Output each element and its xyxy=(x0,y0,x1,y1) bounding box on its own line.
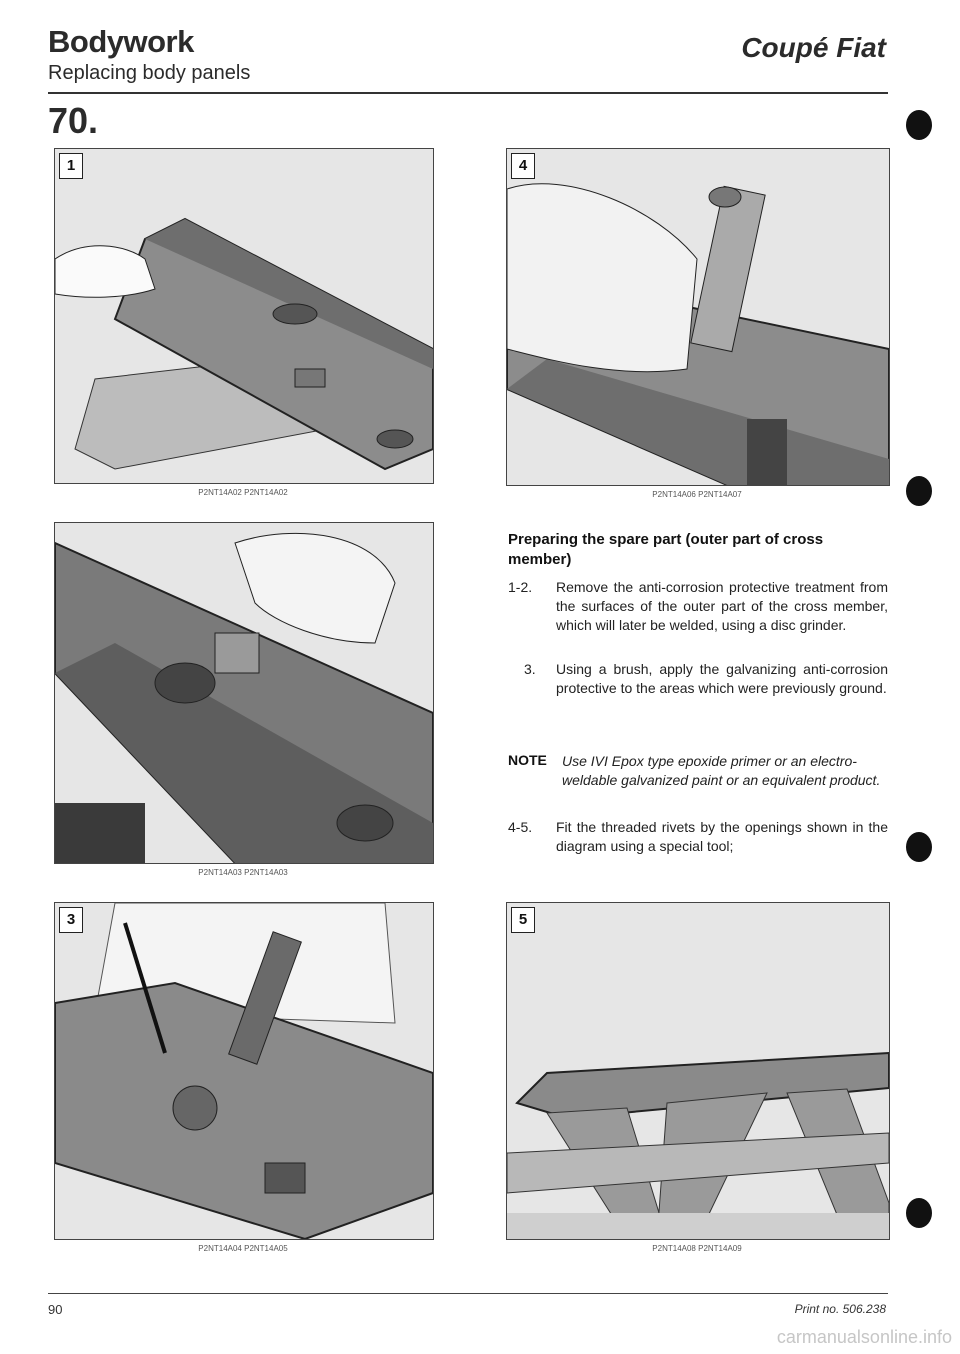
print-number: Print no. 506.238 xyxy=(794,1302,886,1316)
figure-1-illustration xyxy=(55,149,433,483)
figure-2-code: P2NT14A03 P2NT14A03 xyxy=(198,868,288,877)
procedure-step xyxy=(508,578,888,658)
step-text: Using a brush, apply the galvanizing anti-corrosion protective to the areas which were previously ground. xyxy=(556,661,888,696)
figure-3-code: P2NT14A04 P2NT14A05 xyxy=(198,1244,288,1253)
figure-number-badge: 4 xyxy=(511,153,535,179)
manual-subsection-title: Replacing body panels xyxy=(48,62,251,84)
binder-hole-mark xyxy=(906,832,932,862)
figure-5-code: P2NT14A08 P2NT14A09 xyxy=(652,1244,742,1253)
step-number: 1-2. xyxy=(508,579,533,595)
procedure-step xyxy=(508,660,888,720)
figure-4-code: P2NT14A06 P2NT14A07 xyxy=(652,490,742,499)
manual-section-title: Bodywork xyxy=(48,24,194,59)
binder-hole-mark xyxy=(906,476,932,506)
step-text: Fit the threaded rivets by the openings shown in the diagram using a special tool; xyxy=(556,819,888,854)
figure-3 xyxy=(54,902,434,1240)
figure-number-badge: 1 xyxy=(59,153,83,179)
figure-4-illustration xyxy=(507,149,889,485)
header-rule xyxy=(48,92,888,94)
figure-4 xyxy=(506,148,890,486)
figure-2-illustration xyxy=(55,523,433,863)
figure-number-badge: 5 xyxy=(511,907,535,933)
note-label: NOTE xyxy=(508,752,547,768)
procedure-heading: Preparing the spare part (outer part of cross member) xyxy=(508,531,824,568)
note-text: Use IVI Epox type epoxide primer or an electro-weldable galvanized paint or an equivalent product. xyxy=(562,753,881,788)
figure-2 xyxy=(54,522,434,864)
figure-1-code: P2NT14A02 P2NT14A02 xyxy=(198,488,288,497)
binder-hole-mark xyxy=(906,1198,932,1228)
figure-5 xyxy=(506,902,890,1240)
figure-5-illustration xyxy=(507,903,889,1239)
section-number: 70. xyxy=(48,100,99,141)
figure-3-illustration xyxy=(55,903,433,1239)
footer-rule xyxy=(48,1293,888,1294)
step-number: 4-5. xyxy=(508,819,533,835)
procedure-step xyxy=(508,818,888,878)
step-number: 3. xyxy=(524,661,536,677)
binder-hole-mark xyxy=(906,110,932,140)
brand-name: Coupé Fiat xyxy=(741,32,886,63)
step-text: Remove the anti-corrosion protective treatment from the surfaces of the outer part of the cross member, which will later be welded, using a disc grinder. xyxy=(556,579,888,633)
page-number: 90 xyxy=(48,1302,63,1317)
figure-1 xyxy=(54,148,434,484)
watermark: carmanualsonline.info xyxy=(776,1327,952,1347)
figure-number-badge: 3 xyxy=(59,907,83,933)
